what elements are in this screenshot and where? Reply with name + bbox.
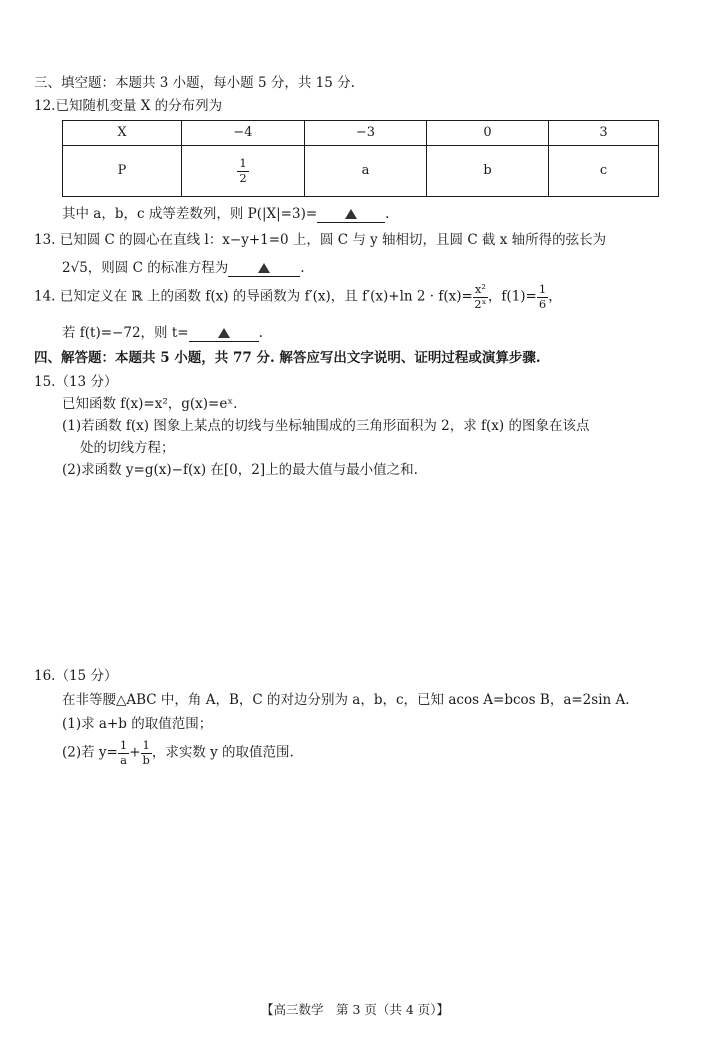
q16-header: 16.（15 分） (34, 668, 118, 684)
fraction-numerator: 1 (239, 156, 247, 170)
fraction-denominator: b (142, 752, 150, 767)
table-cell: 3 (549, 121, 659, 146)
table-cell: X (63, 121, 182, 146)
table-row-p (63, 146, 659, 197)
q14-end: ， (548, 288, 562, 305)
page-footer: 【高三数学 第 3 页（共 4 页）】 (260, 1002, 450, 1017)
q14-mid: ，f(1)= (487, 288, 537, 305)
table-cell: b (427, 146, 549, 197)
q14-text2: 若 f(t)=−72，则 t= (62, 325, 189, 341)
answer-blank[interactable] (317, 206, 385, 223)
q12-tail-end: . (385, 206, 390, 222)
answer-blank[interactable] (189, 325, 259, 342)
triangle-icon (258, 263, 270, 273)
table-cell: P (63, 146, 182, 197)
table-cell: −4 (182, 121, 305, 146)
fraction-numerator: x² (474, 282, 486, 296)
q13-end: . (300, 260, 305, 276)
answer-blank[interactable] (228, 260, 300, 277)
q15-part1-line1: (1)若函数 f(x) 图象上某点的切线与坐标轴围成的三角形面积为 2，求 f(x) 的图象在该点 (62, 418, 590, 434)
q16-text: (2)若 y= (62, 744, 118, 761)
table-row-x (63, 121, 659, 146)
fraction-numerator: 1 (119, 738, 128, 752)
q13-text: 2√5，则圆 C 的标准方程为 (62, 260, 229, 276)
q15-part2: (2)求函数 y=g(x)−f(x) 在[0，2]上的最大值与最小值之和. (62, 462, 418, 478)
q13-line2 (62, 260, 305, 277)
triangle-icon (218, 328, 230, 338)
q13-line1: 13. 已知圆 C 的圆心在直线 l：x−y+1=0 上，圆 C 与 y 轴相切，且圆 C 截 x 轴所得的弦长为 (34, 232, 607, 248)
q12-text: 已知随机变量 X 的分布列为 (55, 98, 223, 114)
fraction-one-over-a (118, 740, 129, 766)
q12-tail (62, 206, 389, 223)
q16-part1: (1)求 a+b 的取值范围； (62, 716, 213, 732)
fraction-denominator: 6 (538, 296, 547, 311)
fraction-x2-over-2x (473, 284, 488, 310)
fraction-denominator: 2 (239, 170, 247, 185)
q16-end: ，求实数 y 的取值范围. (151, 744, 294, 761)
fraction-numerator: 1 (538, 282, 547, 296)
q15-header: 15.（13 分） (34, 374, 118, 390)
plus-sign: + (129, 744, 141, 761)
table-cell-fraction (182, 146, 305, 197)
q14-end2: . (258, 325, 263, 341)
table-cell: 0 (427, 121, 549, 146)
triangle-icon (345, 209, 357, 219)
fraction-one-sixth (537, 284, 548, 310)
section-heading-solutions: 四、解答题：本题共 5 小题，共 77 分. 解答应写出文字说明、证明过程或演算步骤. (34, 350, 541, 366)
distribution-table (62, 120, 659, 197)
q14-line2 (62, 325, 263, 342)
q12-stem (34, 98, 222, 114)
q12-tail-text: 其中 a，b，c 成等差数列，则 P(|X|=3)= (62, 206, 318, 222)
q14-line1 (34, 284, 562, 310)
table-cell: a (305, 146, 427, 197)
fraction-one-over-b (141, 740, 152, 766)
fraction-denominator: 2ˣ (474, 296, 487, 311)
fraction-half (237, 158, 248, 184)
q15-given: 已知函数 f(x)=x²，g(x)=eˣ. (62, 396, 238, 412)
fraction-denominator: a (120, 752, 127, 767)
table-cell: c (549, 146, 659, 197)
q16-given: 在非等腰△ABC 中，角 A，B，C 的对边分别为 a，b，c，已知 acos A=bcos B，a=2sin A. (62, 692, 630, 708)
q14-text: 14. 已知定义在 ℝ 上的函数 f(x) 的导函数为 f′(x)，且 f′(x)+ln 2 · f(x)= (34, 288, 473, 305)
q15-part1-line2: 处的切线方程； (80, 440, 175, 456)
fraction-numerator: 1 (142, 738, 150, 752)
section-heading-fill-in: 三、填空题：本题共 3 小题，每小题 5 分，共 15 分. (34, 75, 355, 91)
q16-part2 (62, 740, 294, 766)
q12-number: 12. (34, 98, 56, 114)
table-cell: −3 (305, 121, 427, 146)
